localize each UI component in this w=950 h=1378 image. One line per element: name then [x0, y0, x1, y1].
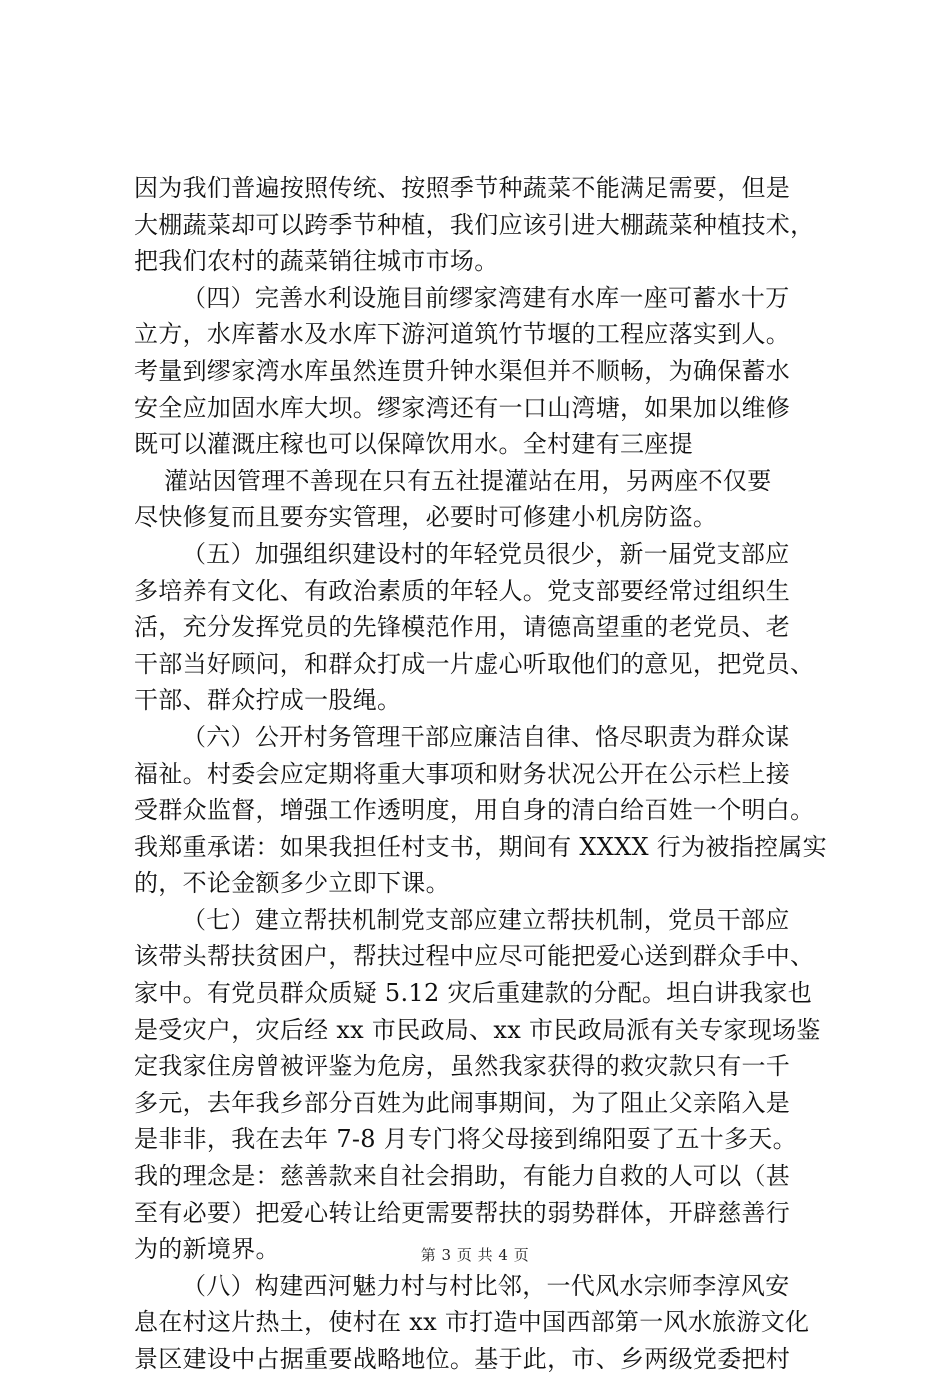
text-line: 大棚蔬菜却可以跨季节种植，我们应该引进大棚蔬菜种植技术，	[134, 210, 815, 239]
text-line: 立方，水库蓄水及水库下游河道筑竹节堰的工程应落实到人。	[134, 320, 791, 349]
text-line: 息在村这片热土，使村在 xx 市打造中国西部第一风水旅游文化	[134, 1308, 810, 1337]
text-line: 为的新境界。	[134, 1235, 280, 1264]
text-line: 干部、群众拧成一股绳。	[134, 686, 402, 715]
text-line: 至有必要）把爱心转让给更需要帮扶的弱势群体，开辟慈善行	[134, 1198, 791, 1227]
text-line: 干部当好顾问，和群众打成一片虚心听取他们的意见，把党员、	[134, 649, 815, 678]
text-line: 是非非，我在去年 7-8 月专门将父母接到绵阳耍了五十多天。	[134, 1125, 797, 1154]
text-line: 多培养有文化、有政治素质的年轻人。党支部要经常过组织生	[134, 576, 791, 605]
text-line: 我的理念是：慈善款来自社会捐助，有能力自救的人可以（甚	[134, 1162, 791, 1191]
document-body	[134, 170, 827, 1378]
text-line: 家中。有党员群众质疑 5.12 灾后重建款的分配。坦白讲我家也	[134, 979, 812, 1008]
text-line: 景区建设中占据重要战略地位。基于此，市、乡两级党委把村	[134, 1345, 791, 1373]
text-line: （五）加强组织建设村的年轻党员很少，新一届党支部应	[182, 539, 790, 568]
text-line: 尽快修复而且要夯实管理，必要时可修建小机房防盗。	[134, 503, 718, 532]
text-line: 是受灾户，灾后经 xx 市民政局、xx 市民政局派有关专家现场鉴	[134, 1015, 821, 1044]
text-line: 该带头帮扶贫困户，帮扶过程中应尽可能把爱心送到群众手中、	[134, 942, 815, 971]
text-line: （八）构建西河魅力村与村比邻，一代风水宗师李淳风安	[182, 1271, 790, 1300]
text-line: 我郑重承诺：如果我担任村支书，期间有 XXXX 行为被指控属实	[134, 832, 827, 861]
text-line: （七）建立帮扶机制党支部应建立帮扶机制，党员干部应	[182, 905, 790, 934]
text-line: 安全应加固水库大坝。缪家湾还有一口山湾塘，如果加以维修	[134, 393, 791, 422]
text-line: 活，充分发挥党员的先锋模范作用，请德高望重的老党员、老	[134, 613, 791, 642]
text-line: （六）公开村务管理干部应廉洁自律、恪尽职责为群众谋	[182, 722, 790, 751]
text-line: 多元，去年我乡部分百姓为此闹事期间，为了阻止父亲陷入是	[134, 1088, 791, 1117]
text-line: 受群众监督，增强工作透明度，用自身的清白给百姓一个明白。	[134, 796, 815, 825]
text-line: 把我们农村的蔬菜销往城市市场。	[134, 247, 499, 276]
text-line: 灌站因管理不善现在只有五社提灌站在用，另两座不仅要	[164, 466, 772, 495]
page-footer: 第 3 页 共 4 页	[420, 1246, 530, 1264]
text-line: 考量到缪家湾水库虽然连贯升钟水渠但并不顺畅，为确保蓄水	[134, 356, 791, 385]
text-line: 定我家住房曾被评鉴为危房，虽然我家获得的救灾款只有一千	[134, 1052, 791, 1081]
text-line: 福祉。村委会应定期将重大事项和财务状况公开在公示栏上接	[134, 759, 791, 788]
text-line: 的，不论金额多少立即下课。	[134, 869, 450, 898]
text-line: （四）完善水利设施目前缪家湾建有水库一座可蓄水十万	[182, 283, 790, 312]
text-line: 既可以灌溉庄稼也可以保障饮用水。全村建有三座提	[134, 430, 693, 459]
text-line: 因为我们普遍按照传统、按照季节种蔬菜不能满足需要，但是	[134, 174, 791, 202]
